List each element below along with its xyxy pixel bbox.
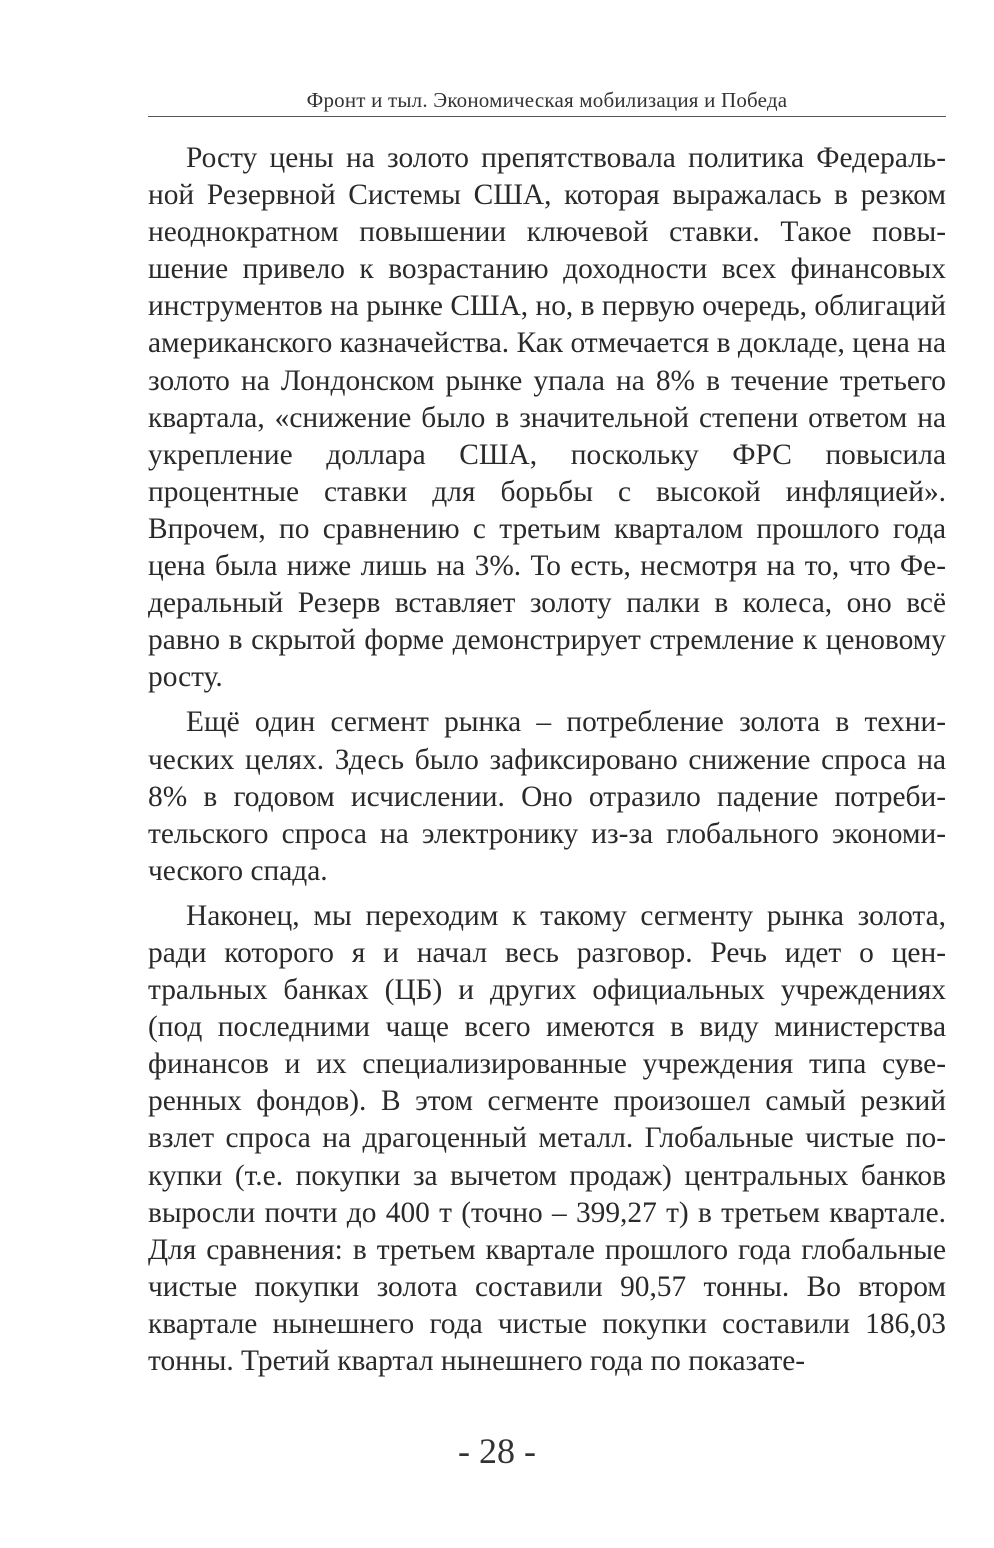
page-number: - 28 - [458,1431,536,1471]
body-text [148,140,946,1388]
paragraph-2: Ещё один сегмент рынка – потребление золота в технических целях. Здесь было зафиксировано снижение спроса на 8% в годовом исчислении. Оно отразило падение потребительского спроса на электронику из-за глобального экономического спада. [148,706,946,887]
header-divider [148,116,946,117]
paragraph-3: Наконец, мы переходим к такому сегменту рынка золота, ради которого я и начал весь разговор. Речь идет о центральных банках (ЦБ) и других официальных учреждениях (под последними чаще всего имеются в виду министерства финансов и их специализированные учреждения типа суверенных фондов). В этом сегменте произошел самый резкий взлет спроса на драгоценный металл. Глобальные чистые покупки (т.е. покупки за вычетом продаж) центральных банков выросли почти до 400 т (точно – 399,27 т) в третьем квартале. Для сравнения: в третьем квартале прошлого года глобальные чистые покупки золота составили 90,57 тонны. Во втором квартале нынешнего года чистые покупки составили 186,03 тонны. Третий квартал нынешнего года по показате- [148,899,946,1377]
paragraph-1: Росту цены на золото препятствовала политика Федеральной Резервной Системы США, которая выражалась в резком неоднократном повышении ключевой ставки. Такое повышение привело к возрастанию доходности всех финансовых инструментов на рынке США, но, в первую очередь, облигаций американского казначейства. Как отмечается в докладе, цена на золото на Лондонском рынке упала на 8% в течение третьего квартала, «снижение было в значительной степени ответом на укрепление доллара США, поскольку ФРС повысила процентные ставки для борьбы с высокой инфляцией». Впрочем, по сравнению с третьим кварталом прошлого года цена была ниже лишь на 3%. То есть, несмотря на то, что Федеральный Резерв вставляет золоту палки в колеса, оно всё равно в скрытой форме демонстрирует стремление к ценовому росту. [148,142,946,694]
running-header: Фронт и тыл. Экономическая мобилизация и Победа [306,88,788,112]
